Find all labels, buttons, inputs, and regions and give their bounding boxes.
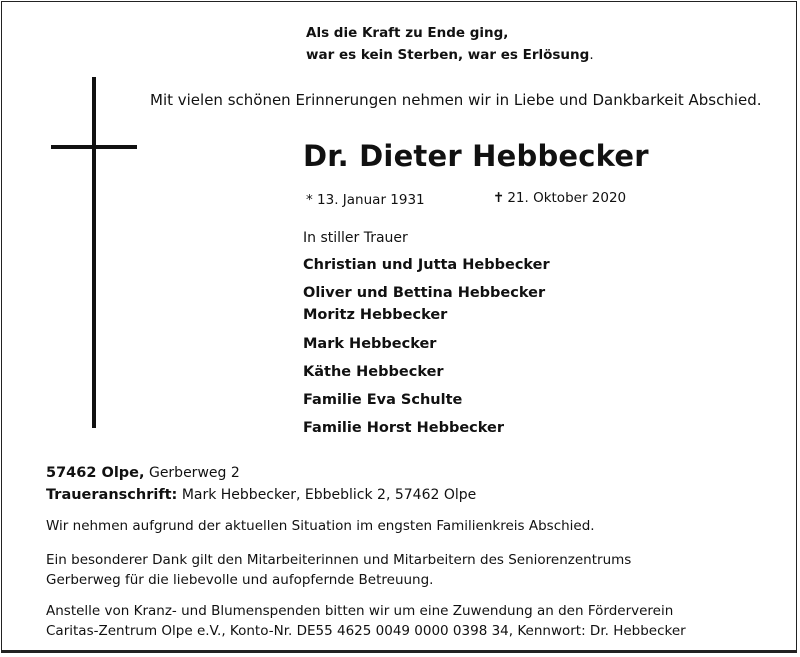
mourner-name: Mark Hebbecker bbox=[303, 336, 437, 352]
mourner-name: Christian und Jutta Hebbecker bbox=[303, 257, 550, 273]
mourning-intro: In stiller Trauer bbox=[303, 230, 408, 246]
motto-line-2: war es kein Sterben, war es Erlösung. bbox=[306, 47, 594, 63]
note-donation: Anstelle von Kranz- und Blumenspenden bitten wir um eine Zuwendung an den Förderverein Caritas-Zentrum Olpe e.V., Konto-Nr. DE55 4625 0049 0000 0398 34, Kennwort: Dr. Hebbecker bbox=[46, 603, 686, 639]
mourner-name: Oliver und Bettina Hebbecker bbox=[303, 285, 546, 301]
deceased-name: Dr. Dieter Hebbecker bbox=[303, 139, 649, 173]
motto-line-1: Als die Kraft zu Ende ging, bbox=[306, 25, 509, 41]
home-address: 57462 Olpe, Gerberweg 2 bbox=[46, 465, 240, 481]
intro-text: Mit vielen schönen Erinnerungen nehmen wir in Liebe und Dankbarkeit Abschied. bbox=[150, 91, 762, 109]
note-thanks: Ein besonderer Dank gilt den Mitarbeiterinnen und Mitarbeitern des Seniorenzentrums Gerberweg für die liebevolle und aufopfernde Betreuung. bbox=[46, 552, 632, 588]
death-cross-icon: ✝ bbox=[493, 190, 505, 206]
death-date: ✝ 21. Oktober 2020 bbox=[493, 190, 627, 206]
mourner-name: Familie Eva Schulte bbox=[303, 392, 463, 408]
mourner-name: Familie Horst Hebbecker bbox=[303, 420, 504, 436]
mourner-name: Käthe Hebbecker bbox=[303, 364, 444, 380]
cross-icon-horizontal bbox=[51, 145, 137, 149]
birth-date: * 13. Januar 1931 bbox=[306, 192, 425, 208]
mourner-name: Moritz Hebbecker bbox=[303, 307, 448, 323]
cross-icon-vertical bbox=[92, 77, 96, 428]
motto bbox=[306, 22, 594, 66]
note-family-farewell: Wir nehmen aufgrund der aktuellen Situation im engsten Familienkreis Abschied. bbox=[46, 518, 595, 534]
mourning-address: Traueranschrift: Mark Hebbecker, Ebbeblick 2, 57462 Olpe bbox=[46, 487, 477, 503]
